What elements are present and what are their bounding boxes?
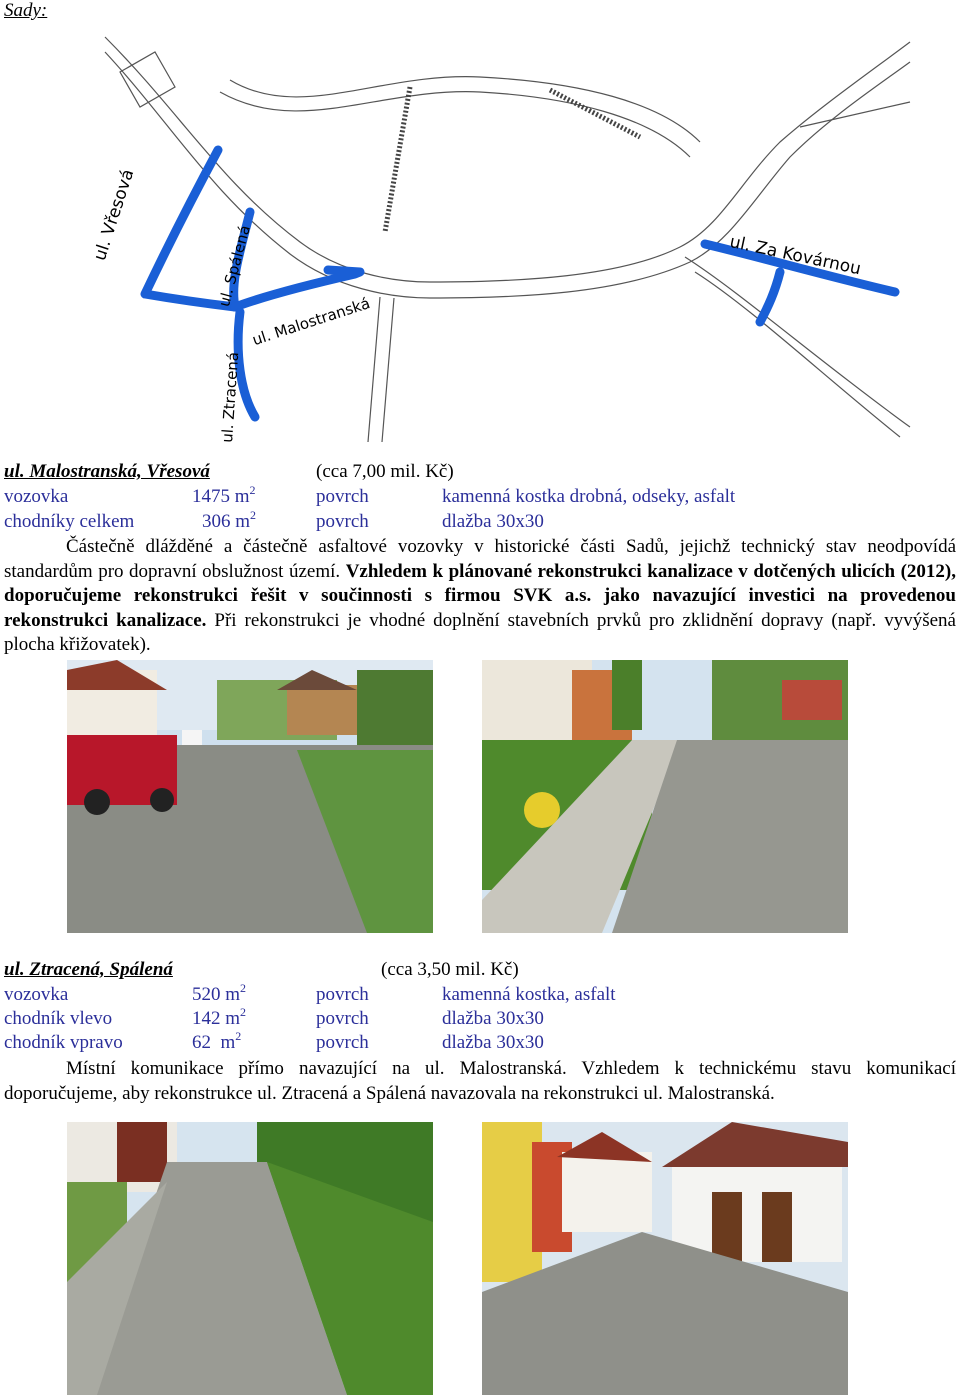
photo-vresova-street — [482, 660, 848, 933]
map-label-malostranska: ul. Malostranská — [250, 294, 373, 350]
s2-row1-kind: povrch — [316, 984, 369, 1005]
s2-row2-material: dlažba 30x30 — [442, 1008, 544, 1029]
s1-row2-kind: povrch — [316, 511, 369, 532]
s2-row3-kind: povrch — [316, 1032, 369, 1053]
section1-paragraph: Částečně dlážděné a částečně asfaltové vozovky v historické části Sadů, jejichž technický stav neodpovídá standardům pro dopravní obslužnost území. Vzhledem k plánované rekonstrukci kanalizace v dotčených ulicích (2012), doporučujeme rekonstrukci řešit v součinnosti s firmou SVK a.s. jako navazující investici na provedenou rekonstrukci kanalizace. Při rekonstrukci je vhodné doplnění stavebních prvků pro zklidnění dopravy (např. vyvýšená plocha křižovatek). — [4, 536, 956, 655]
section2-title: ul. Ztracená, Spálená — [4, 959, 173, 980]
s2-row1-name: vozovka — [4, 984, 69, 1005]
map-label-ztracena: ul. Ztracená — [218, 351, 243, 444]
s1-row2-name: chodníky celkem — [4, 511, 135, 532]
section2-paragraph: Místní komunikace přímo navazující na ul. Malostranská. Vzhledem k technickému stavu komunikací doporučujeme, aby rekonstrukce ul. Ztracená a Spálená navazovala na rekonstrukci ul. Malostranská. — [4, 1058, 956, 1104]
s2-row2-kind: povrch — [316, 1008, 369, 1029]
photo-spalena-street — [482, 1122, 848, 1395]
section1-cost: (cca 7,00 mil. Kč) — [316, 461, 454, 482]
s1-row1-area: 1475 $m^2$ — [192, 483, 256, 507]
map-label-za-kovarnou: ul. Za Kovárnou — [727, 232, 863, 280]
s2-row3-name: chodník vpravo — [4, 1032, 123, 1053]
street-map — [90, 32, 915, 444]
map-label-vresova: ul. Vřesová — [90, 166, 139, 264]
section2-cost: (cca 3,50 mil. Kč) — [381, 959, 519, 980]
s1-row1-kind: povrch — [316, 486, 369, 507]
s1-row2-material: dlažba 30x30 — [442, 511, 544, 532]
page-heading: Sady: — [4, 0, 48, 21]
s1-row1-material: kamenná kostka drobná, odseky, asfalt — [442, 486, 736, 507]
photo-ztracena-street — [67, 1122, 433, 1395]
s1-row1-name: vozovka — [4, 486, 69, 507]
s2-row2-name: chodník vlevo — [4, 1008, 113, 1029]
map-label-spalena: ul. Spálená — [215, 223, 255, 309]
s1-row2-area: 306 $m^2$ — [202, 508, 257, 532]
s2-row1-area: 520 $m^2$ — [192, 981, 247, 1005]
s2-row2-area: 142 $m^2$ — [192, 1005, 247, 1029]
section1-title: ul. Malostranská, Vřesová — [4, 461, 210, 482]
photo-malostranska-street — [67, 660, 433, 933]
s2-row1-material: kamenná kostka, asfalt — [442, 984, 616, 1005]
s2-row3-material: dlažba 30x30 — [442, 1032, 544, 1053]
s2-row3-area: 62 $m^2$ — [192, 1029, 242, 1053]
